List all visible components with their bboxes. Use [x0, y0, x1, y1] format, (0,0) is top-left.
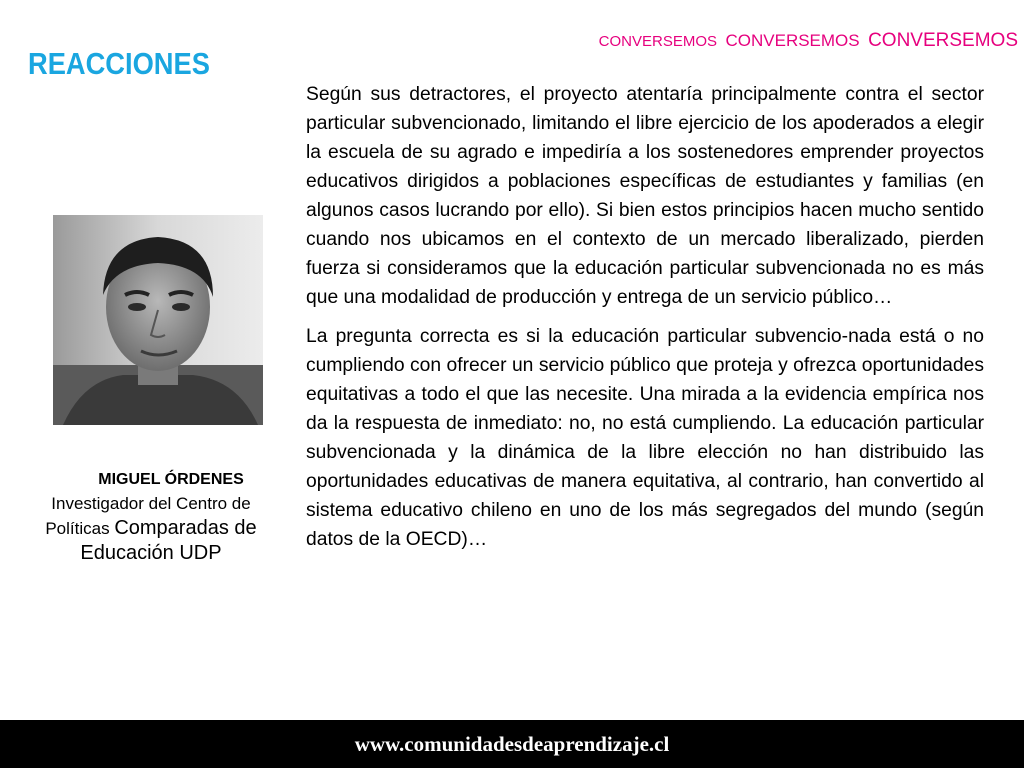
author-portrait: [53, 215, 263, 425]
conversemos-medium: CONVERSEMOS: [725, 31, 860, 50]
section-title: REACCIONES: [28, 46, 210, 81]
portrait-photo: [53, 215, 263, 425]
article-body: [306, 80, 984, 564]
article-paragraph: La pregunta correcta es si la educación particular subvencio-nada está o no cumpliendo con ofrecer un servicio público que proteja y ofrezca oportunidades equitativas a todo el que las necesite. Una mirada a la evidencia empírica nos da la respuesta de inmediato: no, no está cumpliendo. La educación particular subvencionada y la dinámica de la libre elección no han distribuido las oportunidades educativas de manera equitativa, al contrario, han convertido al sistema educativo chileno en uno de los más segregados del mundo (según datos de la OECD)…: [306, 326, 984, 550]
author-role-line2b: Comparadas de: [114, 517, 257, 539]
footer-website-link[interactable]: www.comunidadesdeaprendizaje.cl: [354, 732, 670, 756]
conversemos-large: CONVERSEMOS: [868, 30, 1018, 51]
author-role-line2a: Políticas: [45, 519, 110, 538]
footer-bar: [0, 720, 1024, 768]
author-name: MIGUEL ÓRDENES: [98, 471, 244, 488]
author-role-line3: Educación UDP: [80, 542, 222, 564]
author-role-line1: Investigador del Centro de: [51, 494, 251, 513]
author-caption: [6, 468, 296, 566]
conversemos-small: CONVERSEMOS: [598, 33, 718, 50]
article-paragraph: Según sus detractores, el proyecto atentaría principalmente contra el sector particular subvencionado, limitando el libre ejercicio de los apoderados a elegir la escuela de su agrado e impediría a los sostenedores emprender proyectos educativos dirigidos a poblaciones específicas de estudiantes y familias (en algunos casos lucrando por ello). Si bien estos principios hacen mucho sentido cuando nos ubicamos en el contexto de un mercado liberalizado, pierden fuerza si consideramos que la educación particular subvencionada no es más que una modalidad de producción y entrega de un servicio público…: [306, 84, 984, 308]
conversemos-tagline: [595, 30, 1018, 52]
